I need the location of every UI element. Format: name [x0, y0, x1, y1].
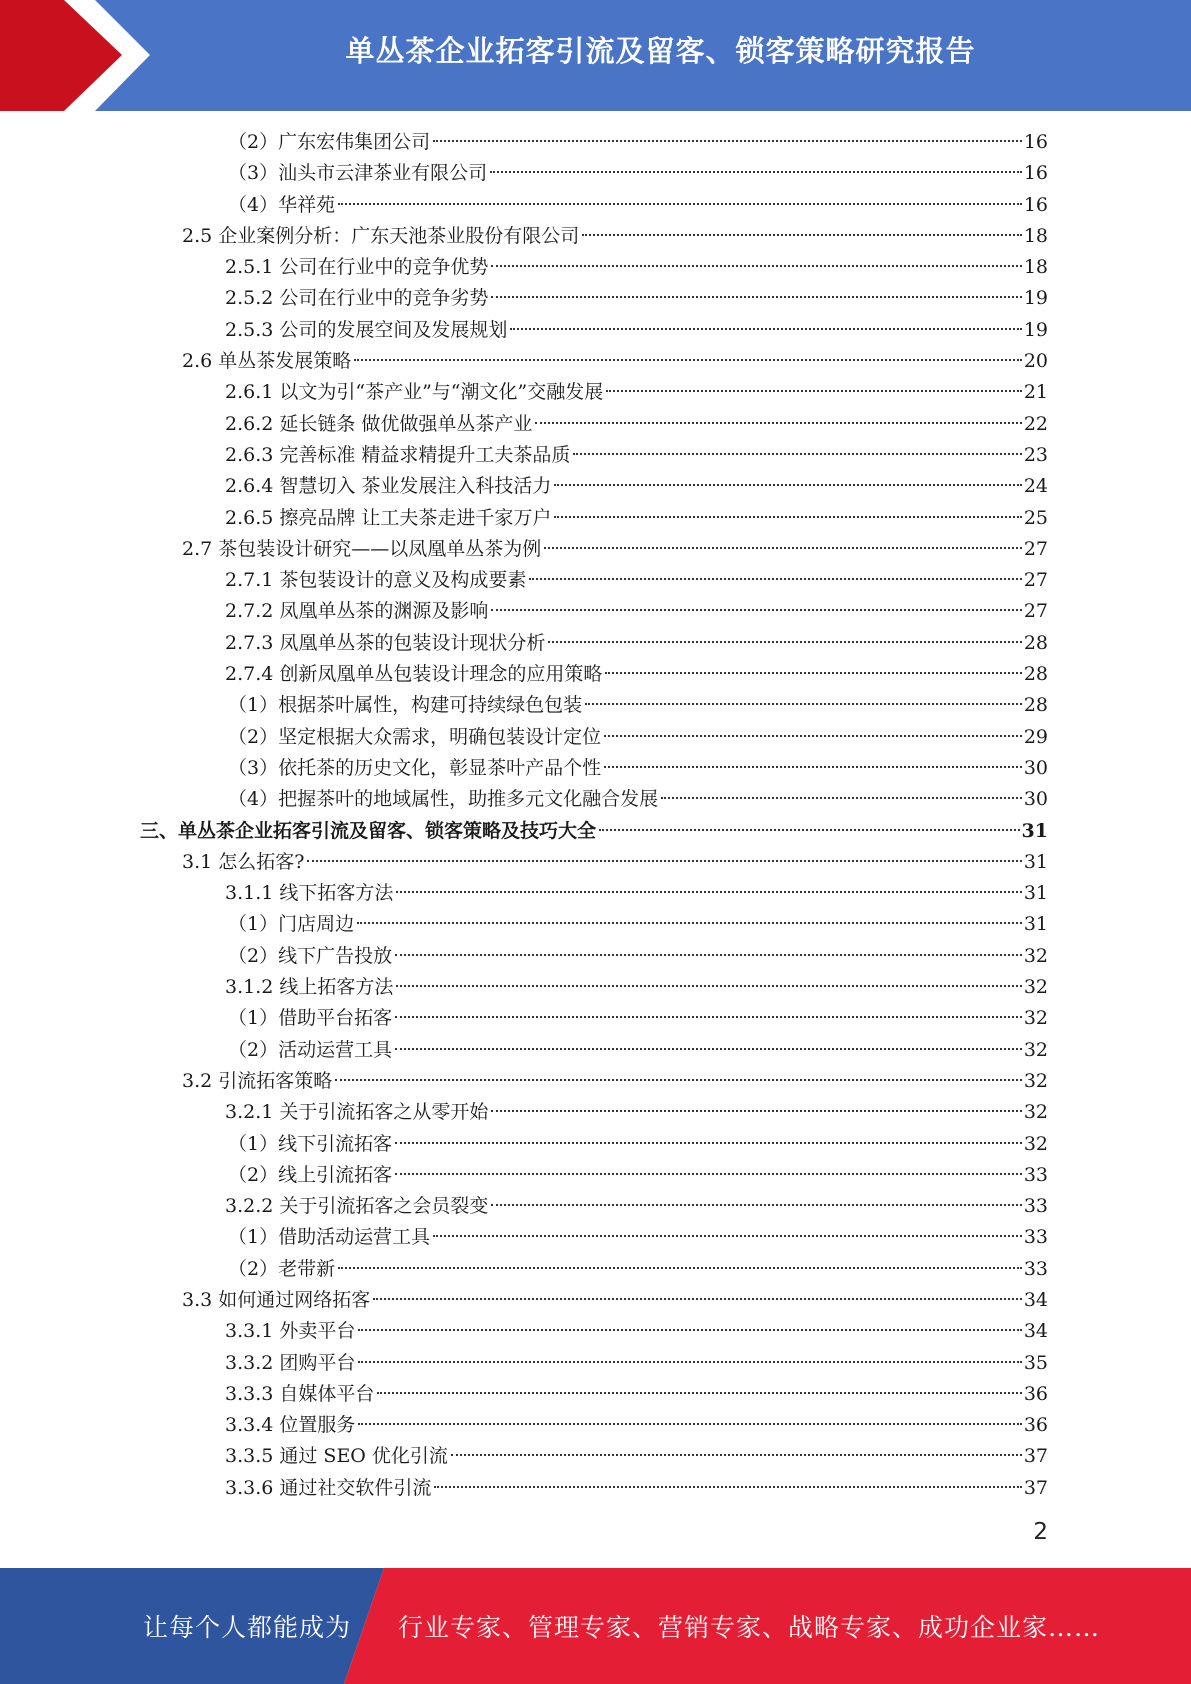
toc-entry[interactable]	[140, 503, 1048, 534]
toc-entry-title: 2.7.1 茶包装设计的意义及构成要素	[225, 569, 527, 592]
toc-entry[interactable]	[140, 190, 1048, 221]
toc-dot-leader	[335, 1079, 1022, 1081]
toc-entry-title: （2）线下广告投放	[228, 944, 393, 967]
toc-entry-title: 3.3 如何通过网络拓客	[182, 1288, 371, 1311]
toc-entry[interactable]	[140, 628, 1048, 659]
toc-entry-title: 3.1.2 线上拓客方法	[225, 976, 394, 999]
toc-entry[interactable]	[140, 283, 1048, 314]
toc-entry[interactable]	[140, 315, 1048, 346]
toc-entry[interactable]	[140, 377, 1048, 408]
toc-entry[interactable]	[140, 1066, 1048, 1097]
toc-dot-leader	[490, 171, 1022, 173]
toc-dot-leader	[396, 985, 1021, 987]
toc-entry-title: （1）线下引流拓客	[228, 1132, 393, 1155]
toc-entry-page: 27	[1023, 537, 1048, 560]
toc-entry-page: 35	[1023, 1351, 1048, 1374]
toc-entry[interactable]	[140, 784, 1048, 815]
toc-dot-leader	[354, 359, 1022, 361]
toc-entry[interactable]	[140, 1348, 1048, 1379]
toc-entry-page: 25	[1023, 506, 1048, 529]
toc-entry-page: 30	[1023, 756, 1048, 779]
toc-entry[interactable]	[140, 596, 1048, 627]
toc-entry[interactable]	[140, 1441, 1048, 1472]
toc-entry-page: 37	[1023, 1476, 1048, 1499]
toc-dot-leader	[548, 641, 1021, 643]
toc-dot-leader	[358, 1329, 1021, 1331]
toc-entry-page: 19	[1023, 318, 1048, 341]
toc-entry-title: （2）坚定根据大众需求，明确包装设计定位	[228, 725, 602, 748]
toc-entry-page: 36	[1023, 1382, 1048, 1405]
toc-entry[interactable]	[140, 127, 1048, 158]
toc-entry-title: 2.6.4 智慧切入 茶业发展注入科技活力	[225, 475, 552, 498]
toc-entry[interactable]	[140, 534, 1048, 565]
toc-entry-title: （1）根据茶叶属性，构建可持续绿色包装	[228, 694, 583, 717]
toc-entry-title: 2.7.3 凤凰单丛茶的包装设计现状分析	[225, 631, 546, 654]
toc-entry[interactable]	[140, 1410, 1048, 1441]
toc-entry[interactable]	[140, 471, 1048, 502]
toc-entry-title: 3.3.6 通过社交软件引流	[225, 1476, 432, 1499]
toc-entry-title: 2.5.3 公司的发展空间及发展规划	[225, 318, 508, 341]
toc-entry[interactable]	[140, 409, 1048, 440]
toc-entry-page: 34	[1023, 1320, 1048, 1343]
toc-entry-title: 2.7.2 凤凰单丛茶的渊源及影响	[225, 600, 489, 623]
toc-dot-leader	[491, 1204, 1021, 1206]
toc-dot-leader	[396, 891, 1021, 893]
toc-entry-page: 33	[1023, 1226, 1048, 1249]
toc-entry[interactable]	[140, 1254, 1048, 1285]
toc-entry-title: 3.3.3 自媒体平台	[225, 1382, 375, 1405]
toc-entry-page: 18	[1023, 224, 1048, 247]
toc-entry-title: （3）依托茶的历史文化，彰显茶叶产品个性	[228, 756, 602, 779]
toc-entry-page: 21	[1023, 381, 1048, 404]
toc-entry-title: 3.3.4 位置服务	[225, 1414, 356, 1437]
toc-dot-leader	[338, 203, 1022, 205]
toc-dot-leader	[529, 578, 1021, 580]
toc-entry-title: 3.3.5 通过 SEO 优化引流	[225, 1445, 448, 1468]
toc-entry-page: 32	[1023, 944, 1048, 967]
toc-entry-title: 2.6 单丛茶发展策略	[182, 350, 352, 373]
toc-dot-leader	[307, 860, 1021, 862]
toc-entry[interactable]	[140, 941, 1048, 972]
toc-entry-title: 3.1.1 线下拓客方法	[225, 882, 394, 905]
toc-entry[interactable]	[140, 1379, 1048, 1410]
toc-entry[interactable]	[140, 252, 1048, 283]
toc-entry-page: 24	[1023, 475, 1048, 498]
toc-entry[interactable]	[140, 1003, 1048, 1034]
toc-entry[interactable]	[140, 909, 1048, 940]
document-title: 单丛茶企业拓客引流及留客、锁客策略研究报告	[345, 33, 976, 68]
toc-entry-page: 23	[1023, 443, 1048, 466]
footer-slogan-right: 行业专家、管理专家、营销专家、战略专家、成功企业家……	[398, 1613, 1101, 1642]
toc-entry-page: 37	[1023, 1445, 1048, 1468]
toc-entry[interactable]	[140, 659, 1048, 690]
toc-entry-page: 27	[1023, 600, 1048, 623]
toc-dot-leader	[554, 484, 1021, 486]
toc-entry[interactable]	[140, 1129, 1048, 1160]
toc-entry-page: 20	[1023, 350, 1048, 373]
toc-entry-page: 33	[1023, 1257, 1048, 1280]
toc-entry-page: 33	[1023, 1195, 1048, 1218]
toc-entry-title: （2）广东宏伟集团公司	[228, 131, 431, 153]
toc-dot-leader	[585, 703, 1022, 705]
toc-entry-page: 18	[1023, 256, 1048, 279]
toc-entry-page: 31	[1023, 850, 1048, 873]
toc-entry-page: 28	[1023, 631, 1048, 654]
toc-entry-title: 2.7.4 创新凤凰单丛包装设计理念的应用策略	[225, 663, 603, 686]
toc-dot-leader	[604, 766, 1022, 768]
toc-entry-page: 32	[1023, 1069, 1048, 1092]
toc-dot-leader	[491, 1110, 1021, 1112]
toc-entry-page: 28	[1023, 663, 1048, 686]
toc-entry-title: （4）华祥苑	[228, 193, 336, 216]
toc-entry[interactable]	[140, 722, 1048, 753]
toc-entry-title: 2.5.2 公司在行业中的竞争劣势	[225, 287, 489, 310]
toc-entry-title: 2.6.2 延长链条 做优做强单丛茶产业	[225, 412, 533, 435]
toc-dot-leader	[395, 1173, 1022, 1175]
toc-entry-title: 3.2 引流拓客策略	[182, 1069, 333, 1092]
toc-entry-page: 27	[1023, 569, 1048, 592]
toc-dot-leader	[395, 1016, 1022, 1018]
toc-entry-page: 16	[1023, 193, 1048, 216]
toc-entry-title: 3.1 怎么拓客?	[182, 850, 305, 873]
toc-entry[interactable]	[140, 816, 1048, 847]
toc-entry-title: （2）线上引流拓客	[228, 1163, 393, 1186]
toc-dot-leader	[358, 1423, 1021, 1425]
toc-dot-leader	[433, 140, 1022, 142]
toc-dot-leader	[358, 1361, 1021, 1363]
toc-entry-page: 29	[1023, 725, 1048, 748]
toc-entry-title: 2.5 企业案例分析：广东天池茶业股份有限公司	[182, 224, 580, 247]
toc-entry-title: 3.3.2 团购平台	[225, 1351, 356, 1374]
header-banner	[0, 0, 1191, 111]
toc-dot-leader	[395, 954, 1022, 956]
toc-dot-leader	[535, 422, 1021, 424]
toc-entry-title: 2.6.3 完善标准 精益求精提升工夫茶品质	[225, 443, 571, 466]
toc-entry-title: （1）借助平台拓客	[228, 1007, 393, 1030]
toc-entry[interactable]	[140, 440, 1048, 471]
toc-entry[interactable]	[140, 1097, 1048, 1128]
toc-entry[interactable]	[140, 1160, 1048, 1191]
toc-entry-page: 16	[1023, 162, 1048, 185]
toc-entry[interactable]	[140, 1222, 1048, 1253]
page-number: 2	[1033, 1519, 1048, 1545]
footer-slogan-left: 让每个人都能成为	[143, 1613, 352, 1642]
toc-entry[interactable]	[140, 346, 1048, 377]
toc-entry-page: 19	[1023, 287, 1048, 310]
toc-dot-leader	[554, 516, 1021, 518]
toc-dot-leader	[395, 1142, 1022, 1144]
toc-dot-leader	[373, 1298, 1022, 1300]
toc-entry-page: 32	[1023, 1101, 1048, 1124]
toc-entry-page: 28	[1023, 694, 1048, 717]
toc-dot-leader	[606, 390, 1022, 392]
toc-entry-title: 2.7 茶包装设计研究——以凤凰单丛茶为例	[182, 537, 542, 560]
toc-entry-title: （2）老带新	[228, 1257, 336, 1280]
toc-entry-page: 22	[1023, 412, 1048, 435]
toc-entry[interactable]	[140, 1035, 1048, 1066]
toc-dot-leader	[491, 296, 1021, 298]
footer-banner	[0, 1568, 1191, 1684]
toc-entry-page: 34	[1023, 1288, 1048, 1311]
toc-entry[interactable]	[140, 1473, 1048, 1504]
toc-entry-title: 2.5.1 公司在行业中的竞争优势	[225, 256, 489, 279]
toc-dot-leader	[599, 829, 1020, 831]
toc-entry[interactable]	[140, 1191, 1048, 1222]
toc-entry-title: （4）把握茶叶的地域属性，助推多元文化融合发展	[228, 788, 659, 811]
toc-dot-leader	[491, 265, 1021, 267]
toc-entry[interactable]	[140, 847, 1048, 878]
toc-entry-title: 3.2.2 关于引流拓客之会员裂变	[225, 1195, 489, 1218]
toc-dot-leader	[582, 234, 1022, 236]
toc-dot-leader	[377, 1392, 1021, 1394]
toc-entry-page: 32	[1023, 1132, 1048, 1155]
toc-entry[interactable]	[140, 221, 1048, 252]
toc-entry-page: 32	[1023, 976, 1048, 999]
toc-entry-title: 2.6.1 以文为引“茶产业”与“潮文化”交融发展	[225, 381, 604, 404]
toc-dot-leader	[573, 453, 1021, 455]
toc-entry-page: 32	[1023, 1007, 1048, 1030]
toc-entry[interactable]	[140, 753, 1048, 784]
toc-entry[interactable]	[140, 972, 1048, 1003]
toc-entry-page: 31	[1023, 913, 1048, 936]
toc-entry-page: 31	[1021, 819, 1048, 842]
toc-entry-title: 三、单丛茶企业拓客引流及留客、锁客策略及技巧大全	[140, 819, 597, 842]
toc-dot-leader	[605, 672, 1021, 674]
toc-dot-leader	[433, 1235, 1022, 1237]
toc-entry[interactable]	[140, 565, 1048, 596]
toc-entry-title: 2.6.5 擦亮品牌 让工夫茶走进千家万户	[225, 506, 552, 529]
toc-entry-page: 30	[1023, 788, 1048, 811]
toc-dot-leader	[338, 1267, 1022, 1269]
toc-dot-leader	[395, 1048, 1022, 1050]
toc-entry-title: （1）借助活动运营工具	[228, 1226, 431, 1249]
toc-dot-leader	[357, 922, 1022, 924]
toc-entry-page: 32	[1023, 1038, 1048, 1061]
toc-entry[interactable]	[140, 1316, 1048, 1347]
toc-entry[interactable]	[140, 878, 1048, 909]
toc-dot-leader	[661, 797, 1022, 799]
toc-entry[interactable]	[140, 690, 1048, 721]
toc-entry-title: 3.3.1 外卖平台	[225, 1320, 356, 1343]
toc-dot-leader	[491, 609, 1021, 611]
toc-dot-leader	[451, 1454, 1022, 1456]
toc-dot-leader	[604, 735, 1022, 737]
toc-dot-leader	[434, 1486, 1021, 1488]
toc-entry[interactable]	[140, 158, 1048, 189]
toc-entry-page: 36	[1023, 1414, 1048, 1437]
toc-entry-page: 33	[1023, 1163, 1048, 1186]
toc-entry-title: （1）门店周边	[228, 913, 355, 936]
toc-entry[interactable]	[140, 1285, 1048, 1316]
table-of-contents	[140, 127, 1048, 1504]
toc-entry-page: 16	[1023, 131, 1048, 153]
toc-dot-leader	[544, 547, 1022, 549]
toc-entry-page: 31	[1023, 882, 1048, 905]
toc-entry-title: （3）汕头市云津茶业有限公司	[228, 162, 488, 185]
toc-entry-title: （2）活动运营工具	[228, 1038, 393, 1061]
toc-dot-leader	[510, 328, 1021, 330]
toc-entry-title: 3.2.1 关于引流拓客之从零开始	[225, 1101, 489, 1124]
